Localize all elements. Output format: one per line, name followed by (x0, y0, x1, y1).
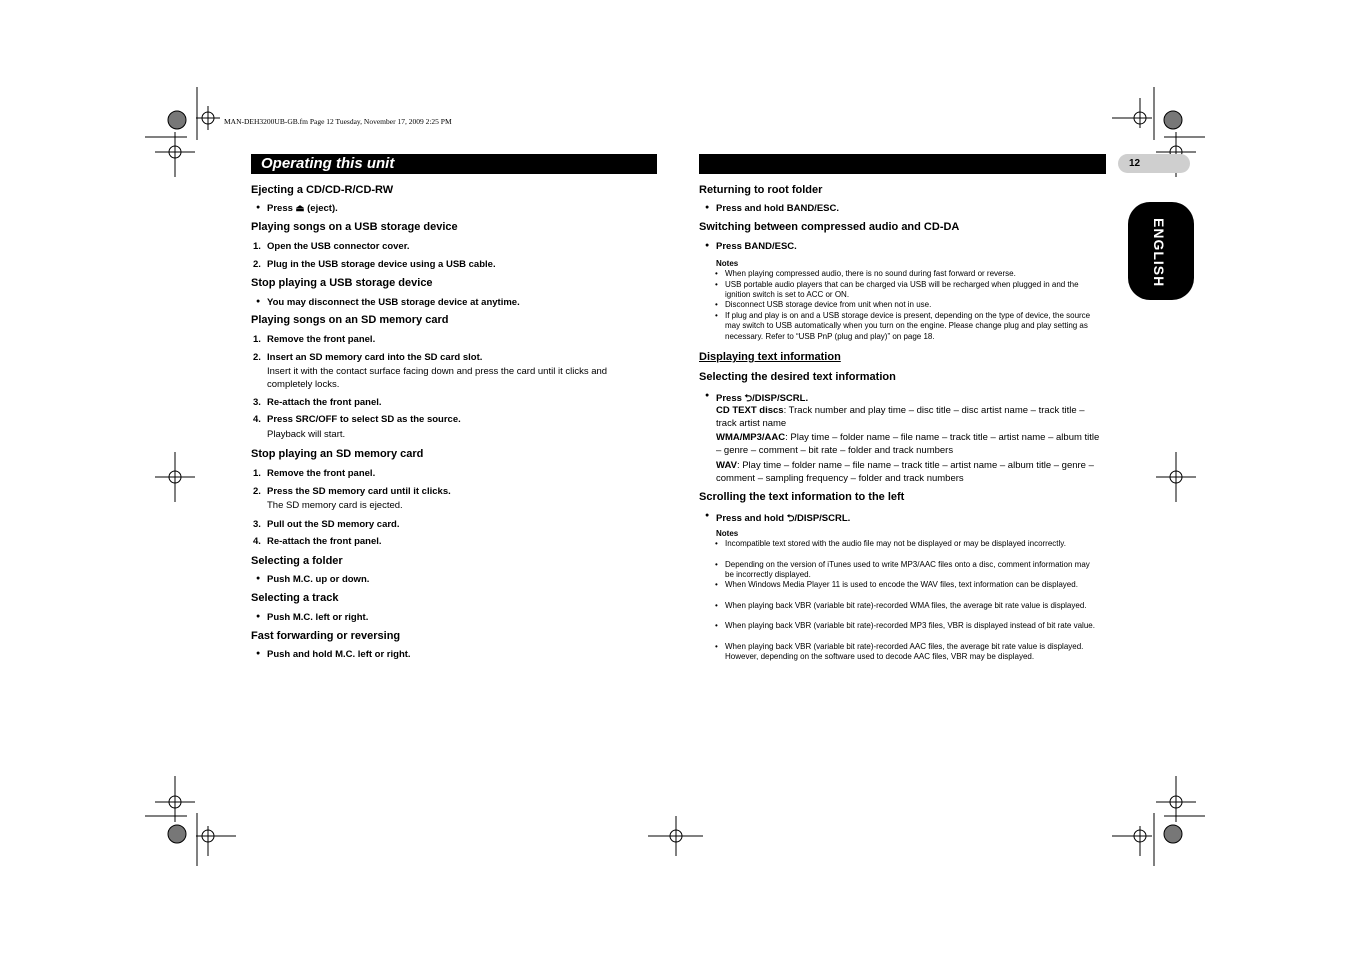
section-heading: Selecting the desired text information (699, 371, 896, 383)
note-item: • When playing back VBR (variable bit rate)-recorded WMA files, the average bit rate value is displayed. (715, 601, 1087, 610)
section-heading: Selecting a folder (251, 555, 343, 567)
file-header: MAN-DEH3200UB-GB.fm Page 12 Tuesday, November 17, 2009 2:25 PM (224, 117, 452, 126)
step-detail: Insert it with the contact surface facing down and press the card until it clicks and completely locks. (267, 366, 608, 390)
numbered-step: 2. Press the SD memory card until it clicks. (253, 486, 451, 497)
info-paragraph: WMA/MP3/AAC: Play time – folder name – file name – track title – artist name – album title – genre – comment – bit rate – folder and track numbers (716, 432, 1100, 456)
note-item: • Disconnect USB storage device from unit when not in use. (715, 300, 932, 309)
notes-label: Notes (716, 529, 739, 538)
section-heading: Selecting a track (251, 592, 339, 604)
section-heading: Playing songs on an SD memory card (251, 314, 449, 326)
bullet-step: ● Press and hold BAND/ESC. (716, 203, 839, 214)
section-heading: Ejecting a CD/CD-R/CD-RW (251, 184, 394, 196)
numbered-step: 4. Re-attach the front panel. (253, 536, 382, 547)
section-heading: Returning to root folder (699, 184, 823, 196)
section-heading: Stop playing a USB storage device (251, 277, 433, 289)
step-detail: Playback will start. (267, 429, 346, 440)
numbered-step: 1. Remove the front panel. (253, 334, 376, 345)
step-detail: The SD memory card is ejected. (267, 500, 403, 511)
note-item: • When playing back VBR (variable bit rate)-recorded AAC files, the average bit rate value is displayed. However, depending on the software used to decode AAC files, VBR may be displayed. (715, 642, 1084, 662)
notes-label: Notes (716, 259, 739, 268)
note-item: • Depending on the version of iTunes used to write MP3/AAC files onto a disc, comment information may be incorrectly displayed. (715, 560, 1090, 580)
numbered-step: 1. Remove the front panel. (253, 468, 376, 479)
numbered-step: 3. Pull out the SD memory card. (253, 519, 400, 530)
numbered-step: 3. Re-attach the front panel. (253, 397, 382, 408)
section-heading: Displaying text information (699, 351, 841, 363)
numbered-step: 4. Press SRC/OFF to select SD as the source. (253, 414, 461, 425)
bullet-step: ● Press BAND/ESC. (716, 241, 797, 252)
numbered-step: 1. Open the USB connector cover. (253, 241, 410, 252)
section-heading: Stop playing an SD memory card (251, 448, 424, 460)
right-title-bar (699, 154, 1106, 174)
language-tab-label: ENGLISH (1151, 218, 1167, 288)
section-heading: Switching between compressed audio and CD-DA (699, 221, 960, 233)
note-item: • When playing back VBR (variable bit rate)-recorded MP3 files, VBR is displayed instead of bit rate value. (715, 621, 1095, 630)
note-item: • USB portable audio players that can be charged via USB will be recharged when plugged in and the ignition switch is set to ACC or ON. (715, 280, 1079, 300)
bullet-step: ● Press ⮌/DISP/SCRL. (716, 391, 808, 407)
page-number: 12 (1118, 154, 1190, 173)
note-item: • When Windows Media Player 11 is used to encode the WAV files, text information can be displayed. (715, 580, 1078, 589)
section-heading: Playing songs on a USB storage device (251, 221, 458, 233)
info-paragraph: CD TEXT discs: Track number and play time – disc title – disc artist name – track title – track artist name (716, 405, 1085, 429)
section-title-bar: Operating this unit (251, 154, 657, 174)
numbered-step: 2. Insert an SD memory card into the SD card slot. (253, 352, 483, 363)
bullet-step: ● Press ⏏ (eject). (267, 203, 338, 214)
note-item: • If plug and play is on and a USB storage device is present, depending on the type of device, the source may switch to USB automatically when you turn on the engine. Please change plug and play setting as necessary. Refer to “USB PnP (plug and play)” on page 18. (715, 311, 1091, 341)
section-heading: Fast forwarding or reversing (251, 630, 401, 642)
bullet-step: ● Push M.C. left or right. (267, 612, 368, 623)
numbered-step: 2. Plug in the USB storage device using a USB cable. (253, 259, 496, 270)
bullet-step: ● Push and hold M.C. left or right. (267, 649, 411, 660)
bullet-step: ● Push M.C. up or down. (267, 574, 369, 585)
note-item: • Incompatible text stored with the audio file may not be displayed or may be displayed incorrectly. (715, 539, 1066, 548)
bullet-step: ● Press and hold ⮌/DISP/SCRL. (716, 511, 850, 527)
note-item: • When playing compressed audio, there is no sound during fast forward or reverse. (715, 269, 1016, 278)
section-heading: Scrolling the text information to the left (699, 491, 905, 503)
info-paragraph: WAV: Play time – folder name – file name – track title – artist name – album title – genre – comment – sampling frequency – folder and track numbers (716, 460, 1094, 484)
bullet-step: ● You may disconnect the USB storage device at anytime. (267, 297, 520, 308)
